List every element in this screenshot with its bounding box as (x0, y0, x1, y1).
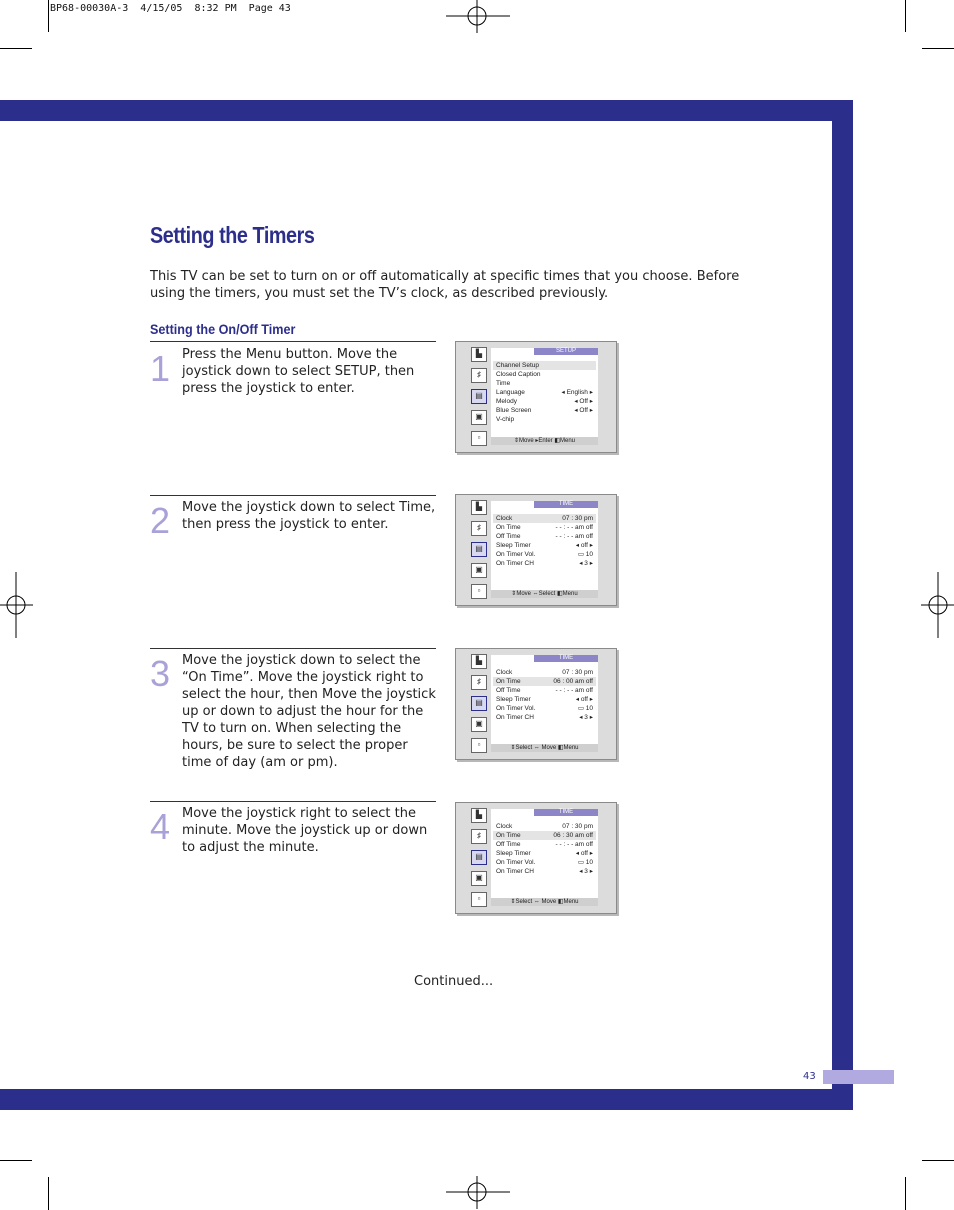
channel-icon: ▣ (471, 717, 487, 732)
osd-row: On Timer Vol. ▭ 10 (496, 859, 593, 866)
step-number: 2 (150, 500, 171, 541)
osd-footer: ⇕Select ⇔ Move ◧Menu (491, 744, 598, 752)
osd-header: TIME (534, 501, 598, 508)
osd-row: On Time 06 : 30 am off (493, 831, 596, 840)
registration-mark-top (440, 0, 514, 34)
setup-icon: ▤ (471, 389, 487, 404)
osd-row: On Time - - : - - am off (496, 524, 593, 531)
osd-row: On Timer Vol. ▭ 10 (496, 705, 593, 712)
step-text: Move the joystick down to select the “On Time”. Move the joystick right to select the hour, then Move the joystick up or down to adjust the hour for the TV to turn on. When selecting the hours, be sure to select the proper time of day (am or pm). (182, 653, 436, 770)
osd-row: Sleep Timer ◂ off ▸ (496, 542, 593, 549)
osd-row: Off Time - - : - - am off (496, 841, 593, 848)
osd-row: Clock 07 : 30 pm (496, 669, 593, 676)
osd-row: Melody ◂ Off ▸ (496, 398, 593, 405)
osd-row: On Timer Vol. ▭ 10 (496, 551, 593, 558)
step-rule (150, 495, 436, 496)
osd-footer: ⇕Move ⇔Select ◧Menu (491, 590, 598, 598)
step-text: Press the Menu button. Move the joystick down to select SETUP, then press the joystick to enter. (182, 347, 415, 396)
osd-row: Sleep Timer ◂ off ▸ (496, 850, 593, 857)
registration-mark-right (920, 570, 954, 640)
osd-row: On Timer CH ◂ 3 ▸ (496, 714, 593, 721)
osd-screen-setup (455, 341, 617, 453)
channel-icon: ▣ (471, 871, 487, 886)
sound-icon: ♯ (471, 368, 487, 383)
osd-screen-time-hour (455, 648, 617, 760)
osd-row: Time (496, 380, 511, 387)
osd-menu-panel (491, 501, 598, 593)
page-number: 43 (803, 1071, 816, 1082)
osd-row: Off Time - - : - - am off (496, 687, 593, 694)
step-rule (150, 648, 436, 649)
registration-mark-bottom (440, 1176, 514, 1210)
step-text: Move the joystick down to select Time, then press the joystick to enter. (182, 500, 436, 532)
function-icon: ▫ (471, 431, 487, 446)
frame-top-band (0, 100, 853, 121)
osd-footer: ⇕Select ⇔ Move ◧Menu (491, 898, 598, 906)
page-title: Setting the Timers (150, 222, 315, 248)
osd-header: TIME (534, 809, 598, 816)
step-rule (150, 341, 436, 342)
step-rule (150, 801, 436, 802)
osd-menu-panel (491, 809, 598, 901)
page-tab (823, 1070, 894, 1084)
osd-menu-panel (491, 348, 598, 440)
function-icon: ▫ (471, 892, 487, 907)
setup-icon: ▤ (471, 850, 487, 865)
step-number: 3 (150, 653, 171, 694)
sound-icon: ♯ (471, 521, 487, 536)
picture-icon: ▙ (471, 347, 487, 362)
intro-paragraph: This TV can be set to turn on or off automatically at specific times that you choose. Before using the timers, you must set the TV’s clock, as described previously. (150, 269, 740, 301)
osd-row: Sleep Timer ◂ off ▸ (496, 696, 593, 703)
print-header: BP68-00030A-3 4/15/05 8:32 PM Page 43 (50, 3, 291, 14)
osd-row: On Timer CH ◂ 3 ▸ (496, 868, 593, 875)
osd-row: Blue Screen ◂ Off ▸ (496, 407, 593, 414)
picture-icon: ▙ (471, 500, 487, 515)
osd-row: Off Time - - : - - am off (496, 533, 593, 540)
osd-header: TIME (534, 655, 598, 662)
continued-note: Continued... (414, 974, 494, 989)
osd-row: On Timer CH ◂ 3 ▸ (496, 560, 593, 567)
osd-row: Closed Caption (496, 371, 541, 378)
frame-bottom-band (0, 1089, 853, 1110)
function-icon: ▫ (471, 584, 487, 599)
osd-menu-panel (491, 655, 598, 747)
osd-header: SETUP (534, 348, 598, 355)
registration-mark-left (0, 570, 34, 640)
setup-icon: ▤ (471, 696, 487, 711)
osd-row: Clock 07 : 30 pm (496, 823, 593, 830)
picture-icon: ▙ (471, 654, 487, 669)
osd-row: Channel Setup (493, 361, 596, 370)
picture-icon: ▙ (471, 808, 487, 823)
osd-icon-column (468, 654, 490, 759)
osd-row: On Time 06 : 00 am off (493, 677, 596, 686)
osd-row: Language ◂ English ▸ (496, 389, 593, 396)
osd-screen-time (455, 494, 617, 606)
step-number: 4 (150, 806, 171, 847)
channel-icon: ▣ (471, 563, 487, 578)
sound-icon: ♯ (471, 675, 487, 690)
setup-icon: ▤ (471, 542, 487, 557)
osd-icon-column (468, 500, 490, 605)
step-text: Move the joystick right to select the minute. Move the joystick up or down to adjust the minute. (182, 806, 428, 855)
osd-icon-column (468, 808, 490, 913)
function-icon: ▫ (471, 738, 487, 753)
osd-footer: ⇕Move ▸Enter ◧Menu (491, 437, 598, 445)
step-number: 1 (150, 348, 171, 389)
osd-row: Clock 07 : 30 pm (493, 514, 596, 523)
sound-icon: ♯ (471, 829, 487, 844)
osd-row: V-chip (496, 416, 515, 423)
frame-right-band (832, 100, 853, 1110)
section-subheading: Setting the On/Off Timer (150, 321, 296, 337)
osd-screen-time-minute (455, 802, 617, 914)
channel-icon: ▣ (471, 410, 487, 425)
osd-icon-column (468, 347, 490, 452)
